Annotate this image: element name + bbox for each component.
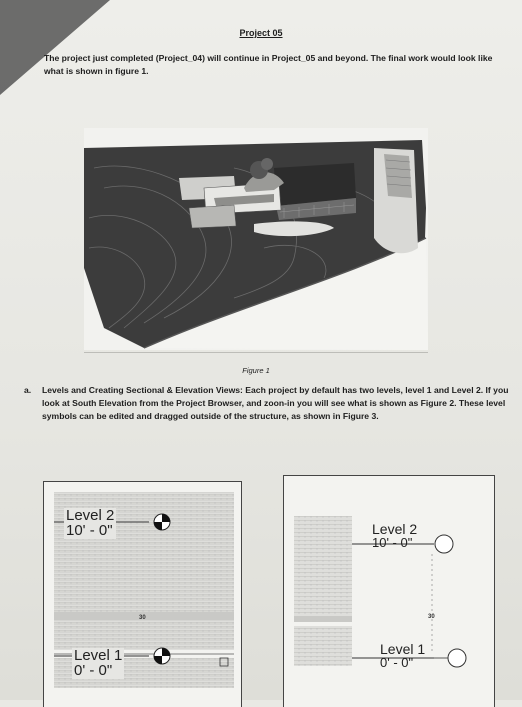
figure-3-elevation (283, 475, 495, 707)
figure-3-level-2-label: Level 2 10' - 0" (372, 521, 418, 550)
list-item-text: Levels and Creating Sectional & Elevation Views: Each project by default has two levels, level 1 and Level 2. If you look at South Elevation from the Project Browser, and zoon-in you will see what is shown as Figure 2. These level symbols can be edited and dragged outside of the structure, as shown in Figure 3. (42, 385, 509, 421)
figure-3-dim-tag: 30 (428, 614, 435, 620)
intro-paragraph: The project just completed (Project_04) will continue in Project_05 and beyond. The final work would look like what is shown in figure 1. (44, 53, 493, 76)
figure-3-level-1-label: Level 1 0' - 0" (380, 641, 426, 670)
figure-1-caption: Figure 1 (242, 366, 270, 375)
figure-2-level-2-label: Level 2 10' - 0" (66, 507, 115, 539)
figure-3-hatching (284, 476, 494, 707)
figure-2-dim-tag: 30 (139, 615, 146, 621)
figure-2-level-1-label: Level 1 0' - 0" (74, 647, 123, 679)
figure-1-rule (84, 352, 428, 353)
list-marker: a. (24, 385, 32, 395)
figure-1-site-render (84, 128, 428, 350)
shadow-corner (0, 0, 110, 95)
figure-2-elevation (43, 481, 242, 707)
page-title: Project 05 (239, 28, 283, 38)
